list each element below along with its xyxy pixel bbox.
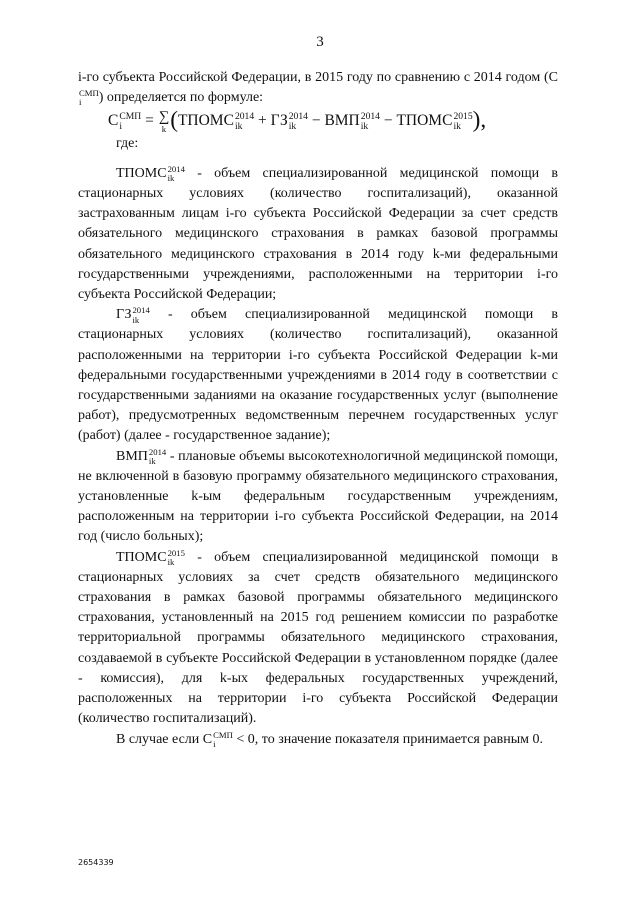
- formula-vmp-2014: ВМП 2014 ik: [324, 111, 380, 133]
- definition-gz-2014: ГЗ 2014 ik - объем специализированной медицинской помощи в стационарных условиях (количество госпитализаций), оказанной расположенными на территории i-го субъекта Российской Федерации k-ми федеральными государственными учреждениями в 2014 году в соответствии с государственными заданиями на оказание государственных услуг (выполнение работ), предусмотренных ведомственным перечнем государственных услуг (работ) (далее - государственное задание);: [78, 305, 558, 444]
- formula-tpoms-2015: ТПОМС 2015 ik: [396, 111, 473, 133]
- intro-paragraph: [78, 68, 558, 108]
- definition-tpoms-2015: ТПОМС 2015 ik - объем специализированной медицинской помощи в стационарных условиях за счет средств обязательного медицинского страхования в рамках базовой программы обязательного медицинского страхования, установленный на 2015 год решением комиссии по разработке территориальной программы обязательного медицинского страхования, создаваемой в субъекте Российской Федерации в установленном порядке (далее - комиссия), для k-ых федеральных государственных учреждений, расположенных на территории i-го субъекта Российской Федерации (количество госпитализаций).: [78, 547, 558, 727]
- formula-lhs: C СМП i: [108, 111, 142, 133]
- page-number: 3: [316, 34, 324, 50]
- intro-text-start: i-го субъекта Российской Федерации, в 2015 году по сравнению с 2014 годом (: [78, 70, 549, 85]
- definition-tpoms-2014: ТПОМС 2014 ik - объем специализированной медицинской помощи в стационарных условиях (количество госпитализаций), оказанной застрахованным лицам i-го субъекта Российской Федерации за счет средств обязательного медицинского страхования в рамках базовой программы обязательного медицинского страхования в 2014 году k-ми федеральными государственными учреждениями, расположенными на территории i-го субъекта Российской Федерации;: [78, 163, 558, 303]
- formula: C СМП i = ∑ k (ТПОМС 2014 ik + ГЗ 2014 ik − ВМП 2014 ik − ТПОМС 2015 ik ),: [108, 107, 487, 134]
- document-body: [78, 68, 558, 750]
- symbol-c-smp-i: C СМП i: [79, 70, 558, 108]
- formula-gz-2014: ГЗ 2014 ik: [270, 111, 308, 133]
- intro-text-end: ) определяется по формуле:: [98, 90, 264, 106]
- footer-document-code: 2654339: [78, 858, 114, 867]
- definition-vmp-2014: ВМП 2014 ik - плановые объемы высокотехнологичной медицинской помощи, не включенной в базовую программу обязательного медицинского страхования, установленные k-ым федеральным государственным учреждениям, расположенным на территории i-го субъекта Российской Федерации, на 2014 год (число больных);: [78, 446, 558, 545]
- where-label: где:: [116, 135, 139, 151]
- sum-operator: ∑ k: [158, 109, 170, 134]
- formula-tpoms-2014: ТПОМС 2014 ik: [177, 111, 255, 133]
- final-condition-paragraph: В случае если C СМП i < 0, то значение показателя принимается равным 0.: [116, 729, 543, 749]
